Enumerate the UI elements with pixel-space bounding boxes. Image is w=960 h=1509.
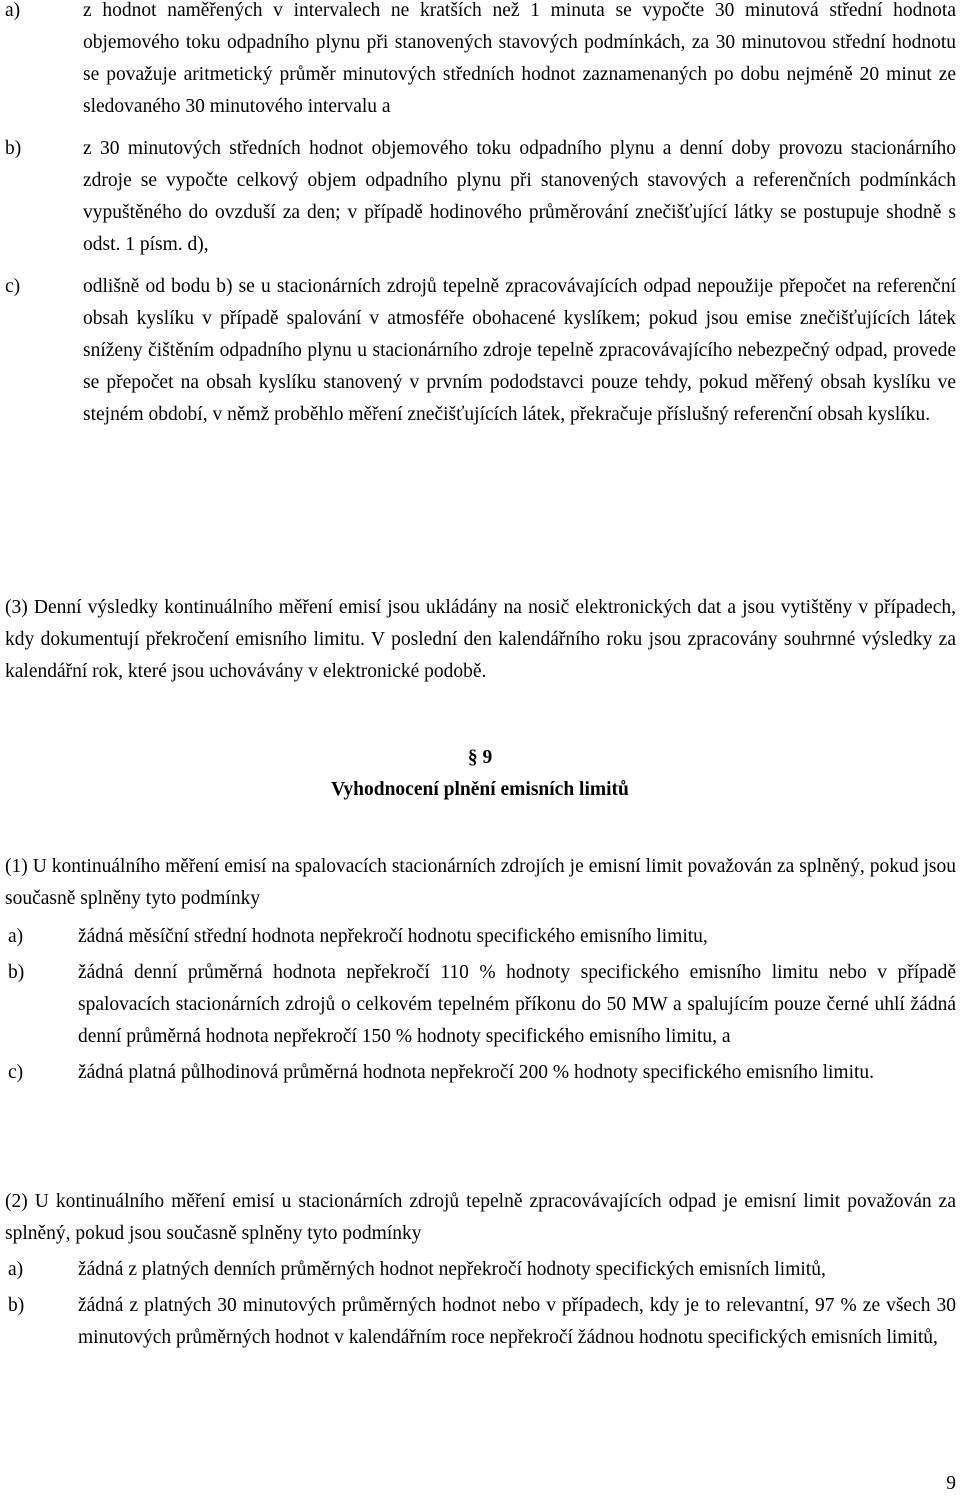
item-label: c): [8, 1062, 24, 1083]
list-item: [5, 1057, 956, 1089]
list-item: [5, 1254, 956, 1286]
list-item: [5, 271, 960, 431]
list-1: [0, 921, 960, 1089]
item-label: a): [8, 1259, 24, 1280]
item-label: b): [8, 962, 25, 983]
page-number: 9: [946, 1473, 956, 1494]
paragraph-1: (1) U kontinuálního měření emisí na spalovacích stacionárních zdrojích je emisní limit považován za splněný, pokud jsou současně splněny tyto podmínky: [5, 856, 956, 909]
top-list: [5, 0, 960, 431]
list-2: [0, 1254, 960, 1354]
item-text: z 30 minutových středních hodnot objemového toku odpadního plynu a denní doby provozu stacionárního zdroje se vypočte celkový objem odpadního plynu při stanovených stavových a referenčních podmínkách vypuštěného do ovzduší za den; v případě hodinového průměrování znečišťující látky se postupuje shodně s odst. 1 písm. d),: [83, 138, 956, 255]
paragraph-3: (3) Denní výsledky kontinuálního měření emisí jsou ukládány na nosič elektronických dat a jsou vytištěny v případech, kdy dokumentují překročení emisního limitu. V poslední den kalendářního roku jsou zpracovány souhrnné výsledky za kalendářní rok, které jsou uchovávány v elektronické podobě.: [5, 597, 956, 682]
section-heading: [0, 742, 960, 806]
item-label: b): [8, 1295, 25, 1316]
item-label: a): [8, 926, 24, 947]
list-item: [5, 1290, 956, 1354]
section-title: Vyhodnocení plnění emisních limitů: [331, 779, 629, 800]
list-item: [5, 957, 956, 1053]
paragraph-2: (2) U kontinuálního měření emisí u stacionárních zdrojů tepelně zpracovávajících odpad je emisní limit považován za splněný, pokud jsou současně splněny tyto podmínky: [5, 1191, 956, 1244]
item-text: žádná z platných denních průměrných hodnot nepřekročí hodnoty specifických emisních limitů,: [78, 1259, 826, 1280]
item-label: a): [5, 0, 21, 21]
item-text: žádná denní průměrná hodnota nepřekročí 110 % hodnoty specifického emisního limitu nebo v případě spalovacích stacionárních zdrojů o celkovém tepelném příkonu do 50 MW a spalujícím pouze černé uhlí žádná denní průměrná hodnota nepřekročí 150 % hodnoty specifického emisního limitu, a: [78, 962, 956, 1047]
item-label: b): [5, 138, 22, 159]
item-text: žádná z platných 30 minutových průměrných hodnot nebo v případech, kdy je to relevantní, 97 % ze všech 30 minutových průměrných hodnot v kalendářním roce nepřekročí žádnou hodnotu specifických emisních limitů,: [78, 1295, 956, 1348]
section-number: § 9: [467, 747, 493, 768]
item-text: z hodnot naměřených v intervalech ne kratších než 1 minuta se vypočte 30 minutová střední hodnota objemového toku odpadního plynu při stanovených stavových podmínkách, za 30 minutovou střední hodnotu se považuje aritmetický průměr minutových středních hodnot zaznamenaných po dobu nejméně 20 minut ze sledovaného 30 minutového intervalu a: [83, 0, 956, 117]
item-text: žádná měsíční střední hodnota nepřekročí hodnotu specifického emisního limitu,: [78, 926, 708, 947]
list-item: [5, 133, 960, 261]
list-item: [5, 921, 956, 953]
item-text: žádná platná půlhodinová průměrná hodnota nepřekročí 200 % hodnoty specifického emisního limitu.: [78, 1062, 875, 1083]
item-label: c): [5, 276, 21, 297]
list-item: [5, 0, 960, 123]
item-text: odlišně od bodu b) se u stacionárních zdrojů tepelně zpracovávajících odpad nepoužije přepočet na referenční obsah kyslíku v případě spalování v atmosféře obohacené kyslíkem; pokud jsou emise znečišťujících látek sníženy čištěním odpadního plynu u stacionárního zdroje tepelně zpracovávajícího nebezpečný odpad, provede se přepočet na obsah kyslíku stanovený v prvním pododstavci pouze tehdy, pokud měřený obsah kyslíku ve stejném období, v němž proběhlo měření znečišťujících látek, překračuje příslušný referenční obsah kyslíku.: [83, 276, 956, 425]
